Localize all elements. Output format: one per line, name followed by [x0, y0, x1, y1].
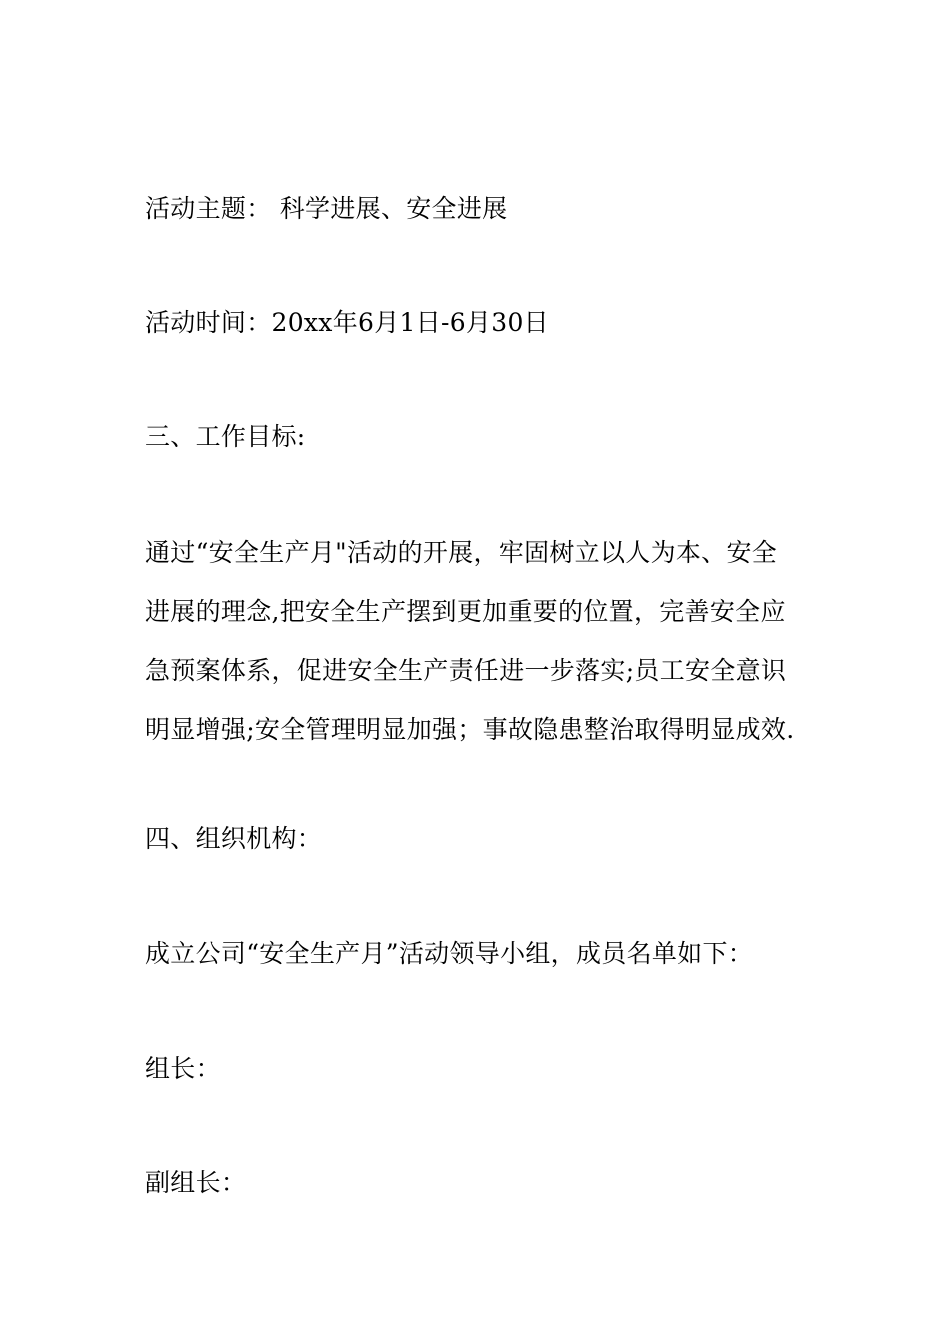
paragraph-line: 急预案体系，促进安全生产责任进一步落实;员工安全意识 — [145, 656, 787, 685]
org-intro: 成立公司“安全生产月”活动领导小组，成员名单如下： — [145, 939, 754, 968]
leader-label: 组长： — [145, 1054, 221, 1083]
section-3-heading: 三、工作目标: — [145, 422, 306, 451]
paragraph-line: 明显增强;安全管理明显加强；事故隐患整治取得明显成效. — [145, 715, 795, 744]
activity-theme: 活动主题： 科学进展、安全进展 — [145, 194, 508, 223]
work-goals-paragraph — [145, 523, 813, 759]
deputy-leader-label: 副组长： — [145, 1168, 247, 1197]
paragraph-line: 通过“安全生产月"活动的开展，牢固树立以人为本、安全 — [145, 538, 778, 567]
paragraph-line: 进展的理念,把安全生产摆到更加重要的位置，完善安全应 — [145, 597, 786, 626]
activity-time: 活动时间：20xx年6月1日-6月30日 — [145, 308, 549, 337]
section-4-heading: 四、组织机构： — [145, 824, 323, 853]
